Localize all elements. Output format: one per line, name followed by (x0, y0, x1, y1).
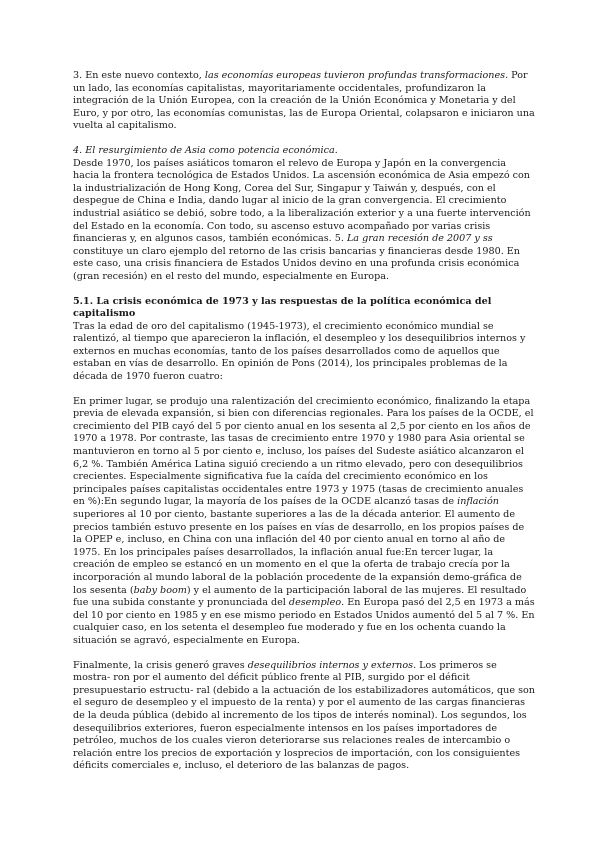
asia-subtitle: 4. El resurgimiento de Asia como potencia económica. (73, 144, 338, 156)
paragraph-imbalances: Finalmente, la crisis generó graves desequilibrios internos y externos. Los primeros se mostra- ron por el aumento del déficit público frente al PIB, surgido por el déficit presupuestario estructu- ral (debido a la actuación de los estabilizadores automáticos, que son el seguro de desempleo y el impuesto de la renta) y por el aumento de las cargas financieras de la deuda pública (debido al incremento de los tipos de interés nominal). Los segundos, los desequilibrios exteriores, fueron especialmente intensos en los países importadores de petróleo, muchos de los cuales vieron deteriorarse sus relaciones reales de intercambio o relación entre los precios de exportación y losprecios de importación, con los consiguientes déficits comerciales e, incluso, el deterioro de las balanzas de pagos. (73, 659, 535, 772)
section-heading: 5.1. La crisis económica de 1973 y las respuestas de la política económica del capitalismo (73, 295, 492, 320)
paragraph-europe: 3. En este nuevo contexto, las economías europeas tuvieron profundas transformaciones. Por un lado, las economías capitalistas, mayoritariamente occidentales, profundizaron la integración de la Unión Europea, con la creación de la Unión Económica y Monetaria y del Euro, y por otro, las economías comunistas, las de Europa Oriental, colapsaron e iniciaron una vuelta al capitalismo. (73, 70, 535, 132)
section-intro: Tras la edad de oro del capitalismo (1945-1973), el crecimiento económico mundial se ralentizó, al tiempo que aparecieron la inflación, el desempleo y los desequilibrios internos y externos en muchas economías, tanto de los países desarrollados como de aquellos que estaban en vías de desarrollo. En opinión de Pons (2014), los principales problemas de la década de 1970 fueron cuatro: (73, 320, 526, 383)
paragraph-problems: En primer lugar, se produjo una ralentización del crecimiento económico, finalizando la etapa previa de elevada expansión, si bien con diferencias regionales. Para los países de la OCDE, el crecimiento del PIB cayó del 5 por ciento anual en los sesenta al 2,5 por ciento en los años de 1970 a 1978. Por contraste, las tasas de crecimiento entre 1970 y 1980 para Asia oriental se mantuvieron en torno al 5 por ciento e, incluso, los países del Sudeste asiático alcanzaron el 6,2 %. También América Latina siguió creciendo a un ritmo elevado, pero con desequilibrios crecientes. Especialmente significativa fue la caída del crecimiento económico en los principales países capitalistas occidentales entre 1973 y 1975 (tasas de crecimiento anuales en %):En segundo lugar, la mayoría de los países de la OCDE alcanzó tasas de inflación superiores al 10 por ciento, bastante superiores a las de la década anterior. El aumento de precios también estuvo presente en los países en vías de desarrollo, en los propios países de la OPEP e, incluso, en China con una inflación del 40 por ciento anual en torno al año de 1975. En los principales países desarrollados, la inflación anual fue:En tercer lugar, la creación de empleo se estancó en un momento en el que la oferta de trabajo crecía por la incorporación al mundo laboral de la población procedente de la expansión demo-gráfica de los sesenta (baby boom) y el aumento de la participación laboral de las mujeres. El resultado fue una subida constante y pronunciada del desempleo. En Europa pasó del 2,5 en 1973 a más del 10 por ciento en 1985 y en ese mismo periodo en Estados Unidos aumentó del 5 al 7 %. En cualquier caso, en los setenta el desempleo fue moderado y fue en los ochenta cuando la situación se agravó, especialmente en Europa. (73, 395, 535, 646)
paragraph-asia: 4. El resurgimiento de Asia como potencia económica. Desde 1970, los países asiáticos tomaron el relevo de Europa y Japón en la convergencia hacia la frontera tecnológica de Estados Unidos. La ascensión económica de Asia empezó con la industrialización de Hong Kong, Corea del Sur, Singapur y Taiwán y, después, con el despegue de China e India, dando lugar al inicio de la gran convergencia. El crecimiento industrial asiático se debió, sobre todo, a la liberalización exterior y a una fuerte intervención del Estado en la economía. Con todo, su ascenso estuvo acompañado por varias crisis financieras y, en algunos casos, también económicas. 5. La gran recesión de 2007 y ss constituye un claro ejemplo del retorno de las crisis bancarias y financieras desde 1980. En este caso, una crisis financiera de Estados Unidos devino en una profunda crisis económica (gran recesión) en el resto del mundo, especialmente en Europa. (73, 144, 531, 282)
document-page (73, 70, 535, 773)
